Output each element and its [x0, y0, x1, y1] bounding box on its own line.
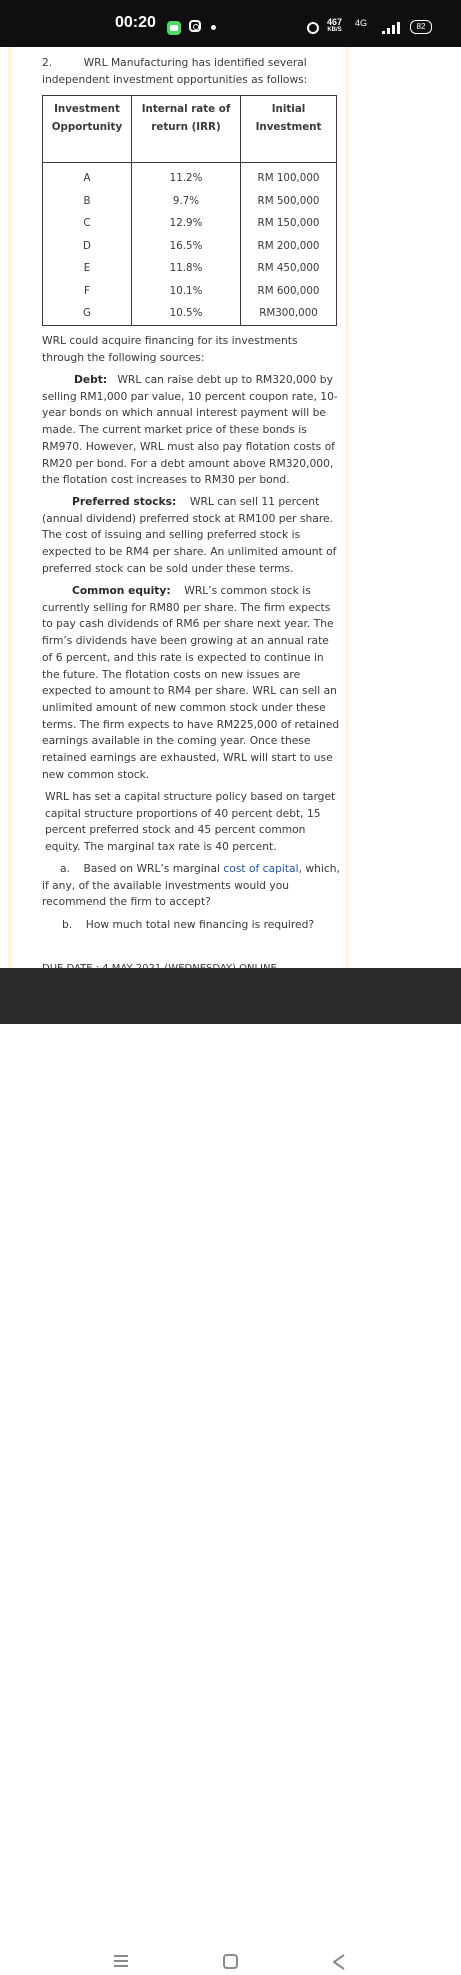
page-margin-stripe-left [8, 47, 13, 968]
cell-irr: 11.2% [132, 163, 241, 190]
instagram-notification-icon [189, 20, 201, 32]
cell-opportunity: C [43, 212, 132, 235]
cell-investment: RM 500,000 [241, 190, 337, 213]
table-row [43, 302, 337, 325]
cell-opportunity: F [43, 280, 132, 303]
common-label: Common equity: [72, 584, 171, 597]
part-b-text: How much total new financing is required? [85, 918, 315, 931]
question-intro [42, 55, 342, 88]
preferred-paragraph [42, 494, 342, 578]
part-a-text-2: , which, if any, of the available investments would you recommend the firm to accept? [42, 862, 340, 909]
table-row [43, 190, 337, 213]
cost-of-capital-link[interactable]: cost of capital [223, 862, 299, 875]
navigation-bar [0, 968, 461, 1024]
cell-investment: RM 150,000 [241, 212, 337, 235]
cell-investment: RM 200,000 [241, 235, 337, 258]
status-bar [0, 0, 461, 47]
cell-opportunity: G [43, 302, 132, 325]
battery-icon: 82 [410, 20, 432, 34]
investment-table [42, 95, 337, 326]
debt-label: Debt: [74, 373, 108, 386]
table-row [43, 163, 337, 190]
preferred-text: WRL can sell 11 percent (annual dividend) preferred stock at RM100 per share. The cost of issuing and selling preferred stock is expected to be RM4 per share. An unlimited amount of preferred stock can be sold under these terms. [42, 495, 337, 575]
more-notifications-dot-icon [211, 25, 216, 30]
home-button[interactable] [223, 1954, 238, 1969]
cell-opportunity: B [43, 190, 132, 213]
header-opportunity: Investment Opportunity [43, 96, 132, 163]
image-viewer[interactable] [0, 47, 461, 968]
cell-irr: 10.1% [132, 280, 241, 303]
policy-paragraph: WRL has set a capital structure policy based on target capital structure proportions of 40 percent debt, 15 percent preferred stock and 45 percent common equity. The marginal tax rate is 40 percent. [45, 790, 336, 854]
header-investment: Initial Investment [241, 96, 337, 163]
debt-text: WRL can raise debt up to RM320,000 by selling RM1,000 par value, 10 percent coupon rate, 10-year bonds on which annual interest payment will be made. The current market price of these bonds is RM970. However, WRL must also pay flotation costs of RM20 per bond. For a debt amount above RM320,000, the flotation cost increases to RM30 per bond. [42, 373, 338, 487]
common-text: WRL’s common stock is currently selling for RM80 per share. The firm expects to pay cash dividends of RM6 per share next year. The firm’s dividends have been growing at an annual rate of 6 percent, and this rate is expected to continue in the future. The flotation costs on new issues are expected to amount to RM4 per share. WRL can sell an unlimited amount of new common stock under these terms. The firm expects to have RM225,000 of retained earnings available in the coming year. Once these retained earnings are exhausted, WRL will start to use new common stock. [42, 584, 340, 781]
table-row [43, 212, 337, 235]
part-a [42, 861, 342, 911]
signal-strength-icon [382, 22, 406, 34]
table-row [43, 280, 337, 303]
cell-investment: RM 600,000 [241, 280, 337, 303]
page-margin-stripe-right [345, 47, 349, 968]
table-row [43, 257, 337, 280]
clock: 00:20 [115, 14, 156, 31]
common-paragraph [42, 583, 342, 783]
cell-irr: 16.5% [132, 235, 241, 258]
part-b-label: b. [62, 918, 73, 931]
network-speed-value: 467 [327, 17, 343, 27]
cell-opportunity: A [43, 163, 132, 190]
debt-paragraph [42, 372, 342, 489]
cell-irr: 9.7% [132, 190, 241, 213]
table-row [43, 235, 337, 258]
cell-opportunity: D [43, 235, 132, 258]
cell-opportunity: E [43, 257, 132, 280]
preferred-label: Preferred stocks: [72, 495, 177, 508]
back-button[interactable] [331, 1953, 347, 1971]
network-speed [327, 18, 342, 34]
part-b [42, 917, 342, 934]
alarm-icon [307, 22, 319, 34]
recent-apps-button[interactable] [114, 1953, 128, 1969]
network-type: 4G [355, 18, 368, 28]
financing-intro: WRL could acquire financing for its investments through the following sources: [42, 334, 298, 364]
cell-irr: 10.5% [132, 302, 241, 325]
header-irr: Internal rate of return (IRR) [132, 96, 241, 163]
cell-investment: RM 450,000 [241, 257, 337, 280]
question-intro-text: WRL Manufacturing has identified several independent investment opportunities as follows: [42, 56, 308, 86]
messages-notification-icon [167, 21, 181, 35]
network-speed-unit: KB/S [327, 27, 342, 33]
cell-irr: 12.9% [132, 212, 241, 235]
cell-investment: RM 100,000 [241, 163, 337, 190]
question-number: 2. [42, 56, 53, 69]
cell-irr: 11.8% [132, 257, 241, 280]
part-a-text-1: Based on WRL’s marginal [83, 862, 220, 875]
cell-investment: RM300,000 [241, 302, 337, 325]
part-a-label: a. [60, 862, 70, 875]
